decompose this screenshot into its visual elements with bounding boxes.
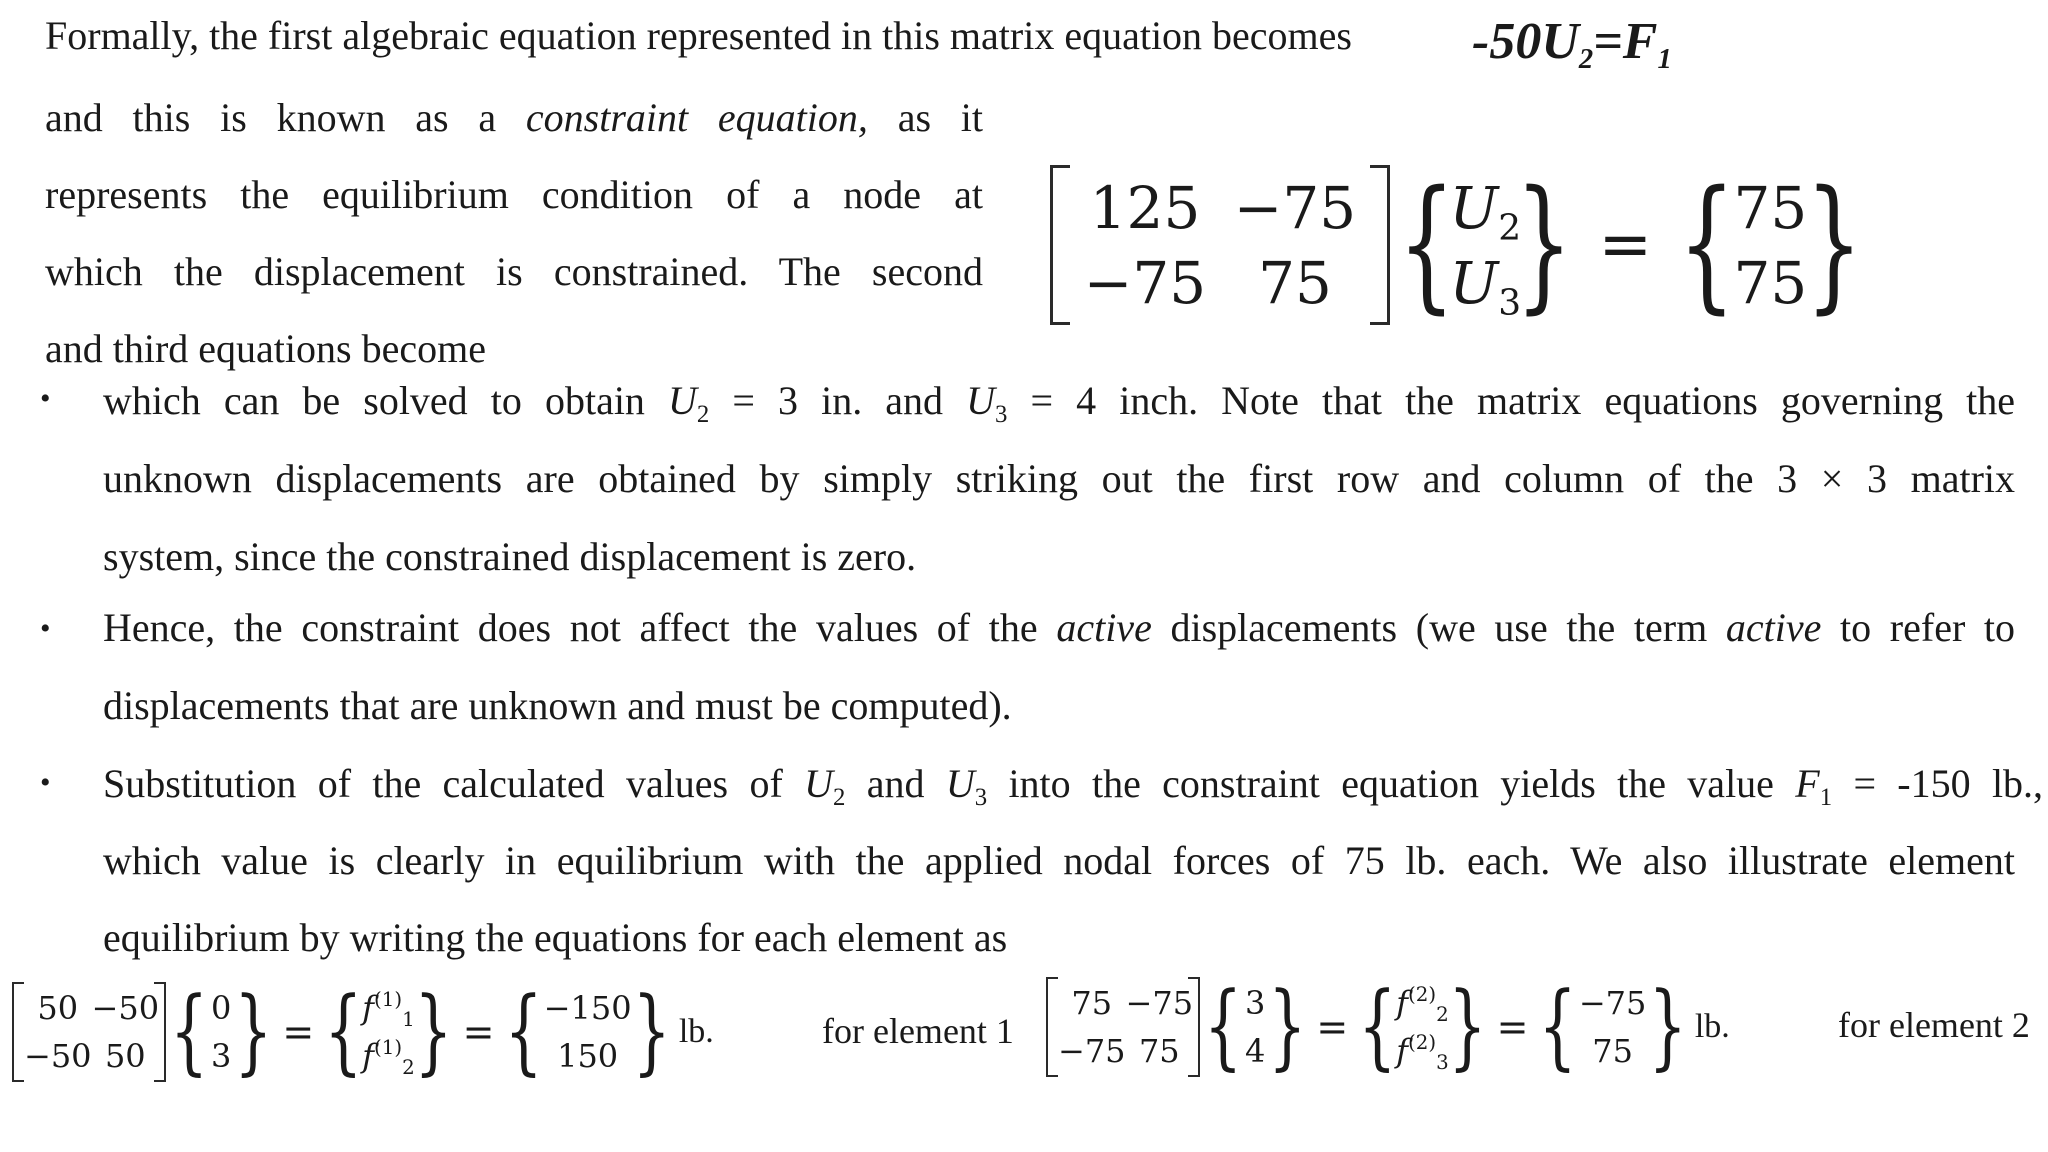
k21: −75 <box>1083 248 1207 317</box>
e1-k22: 50 <box>104 1037 146 1075</box>
e2-k21: −75 <box>1058 1032 1126 1070</box>
right-brace: } <box>1805 160 1863 329</box>
element-2-forces: $f^{(2)}_2$ $f^{(2)}_3$ <box>1396 983 1449 1074</box>
displacement-vector <box>1449 170 1522 323</box>
element-1-stiffness <box>24 984 160 1080</box>
element-2-unit: lb. <box>1694 1008 1730 1045</box>
e2-k12: −75 <box>1125 984 1194 1022</box>
element-1-equation: 50 −50 −50 50 { 0 3 } = { $f^{(1)}_1$ $f^{(1)}_2$ } = { −150 150 } lb. <box>12 977 714 1087</box>
intro-line-5: and third equations become <box>45 326 486 371</box>
e2-k22: 75 <box>1138 1032 1180 1070</box>
left-bracket <box>1050 165 1070 325</box>
constraint-eq-sub: 2 <box>1578 44 1594 75</box>
k12: −75 <box>1233 173 1357 242</box>
element-2-equation: 75 −75 −75 75 { 3 4 } = { $f^{(2)}_2$ $f^{(2)}_3$ } = { −75 75 } lb. <box>1046 972 1730 1082</box>
element-1-results: −150 150 <box>543 989 632 1075</box>
e1-k11: 50 <box>37 989 79 1027</box>
k22: 75 <box>1258 248 1332 317</box>
element-1-displacements: 0 3 <box>211 989 232 1075</box>
element-1-forces: $f^{(1)}_1$ $f^{(1)}_2$ <box>362 988 415 1079</box>
bullet-1-line-3: system, since the constrained displacement is zero. <box>103 534 917 579</box>
stiffness-matrix <box>1070 170 1370 320</box>
intro-line-4: which the displacement is constrained. The second <box>45 249 983 294</box>
u2-entry: $U_2$ <box>1449 173 1522 248</box>
constraint-equation <box>1472 12 1672 75</box>
intro-line-1: Formally, the first algebraic equation represented in this matrix equation becomes <box>45 13 1352 58</box>
intro-line-3: represents the equilibrium condition of a node at <box>45 172 983 217</box>
constraint-eq-coef: -50U <box>1472 13 1579 70</box>
u3-entry: $U_3$ <box>1449 248 1522 323</box>
element-1-label: for element 1 <box>822 1011 1014 1051</box>
left-brace: { <box>1678 160 1736 329</box>
right-brace: } <box>1515 160 1573 329</box>
f-entry-2: 75 <box>1733 248 1808 317</box>
element-2-stiffness <box>1058 979 1194 1075</box>
term-constraint-equation: constraint equation, <box>525 95 868 140</box>
k11: 125 <box>1089 173 1201 242</box>
bullet-3-line-3: equilibrium by writing the equations for each element as <box>103 915 1008 960</box>
bullet-2-line-1: Hence, the constraint does not affect the values of the active displacements (we use the term active to refer to <box>103 605 2016 650</box>
left-brace: { <box>1398 160 1456 329</box>
element-2-results: −75 75 <box>1578 984 1647 1070</box>
f-entry-1: 75 <box>1733 173 1808 242</box>
bullet-2-line-2: displacements that are unknown and must be computed). <box>103 683 1012 728</box>
constraint-eq-sub2: 1 <box>1657 44 1672 75</box>
force-vector <box>1733 170 1808 320</box>
e1-k12: −50 <box>91 989 160 1027</box>
left-bracket <box>12 982 24 1082</box>
e1-k21: −50 <box>24 1037 92 1075</box>
bullet-3-line-2: which value is clearly in equilibrium with the applied nodal forces of 75 lb. each. We also illustrate element <box>103 838 2015 883</box>
bullet-3-line-1: Substitution of the calculated values of $U_2$ and $U_3$ into the constraint equation yields the value $F_1 = -150$ lb., <box>103 761 2044 811</box>
right-bracket <box>154 982 166 1082</box>
element-2-displacements: 3 4 <box>1245 984 1266 1070</box>
bullet-1-line-2: unknown displacements are obtained by simply striking out the first row and column of the 3 × 3 matrix <box>103 456 2015 501</box>
equals-sign: = <box>1598 208 1653 282</box>
system-matrix-equation <box>1050 160 1863 329</box>
bullet-3-marker: • <box>40 766 51 799</box>
bullet-2-marker: • <box>40 612 51 645</box>
intro-line-2: and this is known as a constraint equation, as it <box>45 95 984 140</box>
bullet-1-marker: • <box>40 382 51 415</box>
right-bracket <box>1188 977 1200 1077</box>
element-2-label: for element 2 <box>1838 1005 2030 1045</box>
left-bracket <box>1046 977 1058 1077</box>
constraint-eq-mid: =F <box>1593 13 1658 70</box>
bullet-1-line-1: which can be solved to obtain $U_2 = 3$ in. and $U_3 = 4$ inch. Note that the matrix equations governing the <box>103 378 2016 428</box>
e2-k11: 75 <box>1071 984 1113 1022</box>
element-1-unit: lb. <box>678 1013 714 1050</box>
right-bracket <box>1370 165 1390 325</box>
